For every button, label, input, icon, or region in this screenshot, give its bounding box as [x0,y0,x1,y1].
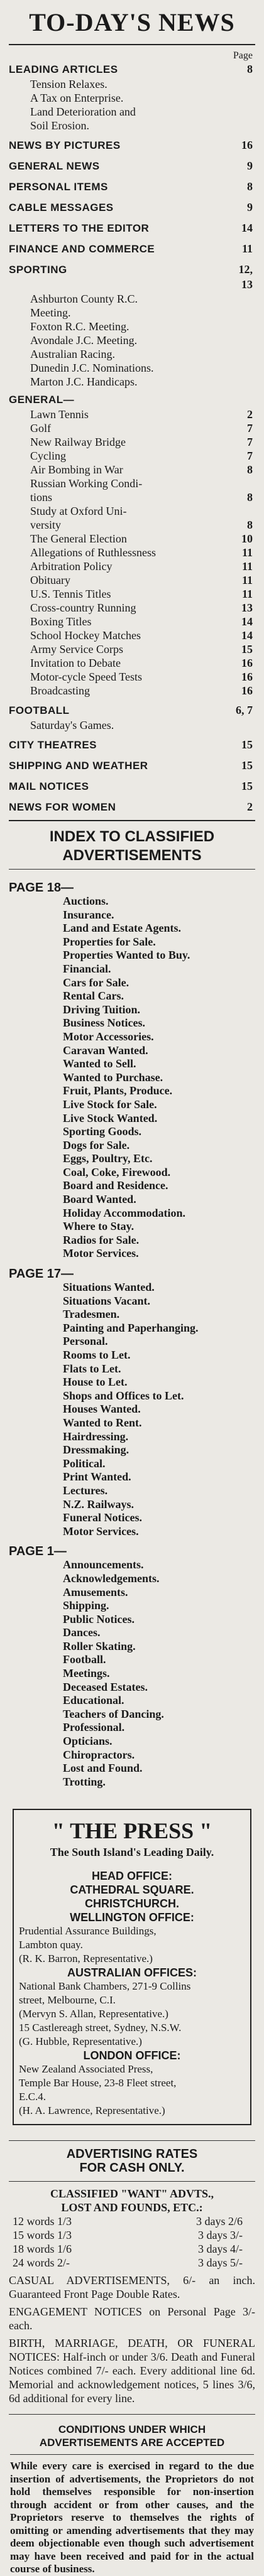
index-item: Football. [63,1653,106,1666]
index-item: Cars for Sale. [63,976,129,989]
rate-row [9,2256,255,2270]
contents-entry [9,392,253,407]
general-item-title: School Hockey Matches [30,629,141,642]
index-item: Trotting. [63,1775,106,1788]
conditions [0,2423,264,2576]
general-item [9,670,253,684]
general-item [9,435,253,449]
index-item: Auctions. [63,895,109,907]
general-item-page: 16 [241,657,253,669]
conditions-subheading: ADVERTISEMENTS ARE ACCEPTED [39,2436,225,2449]
contents-entry [9,758,253,773]
general-item-title: Arbitration Policy [30,560,113,573]
contents-group [9,220,253,236]
index-item: Wanted to Purchase. [63,1070,163,1084]
index-page-label: PAGE 17— [9,1267,74,1281]
contents-subentry: Ashburton County R.C. [30,293,138,305]
contents-entry [9,737,253,753]
contents-entry [9,179,253,195]
index-item: Radios for Sale. [63,1233,140,1246]
general-item-page: 8 [247,463,253,476]
contents-title: FOOTBALL [9,704,70,716]
index-item: Chiropractors. [63,1748,135,1761]
general-item-title: Obituary [30,574,70,586]
contents-entry [9,158,253,174]
index-item: Motor Services. [63,1247,139,1260]
index-item: Personal. [63,1335,108,1348]
contents-title: GENERAL NEWS [9,160,100,172]
contents-title: PERSONAL ITEMS [9,181,108,193]
rate-words: 15 words 1/3 [13,2229,72,2242]
contents-entry [9,779,253,794]
masthead-title: TO-DAY'S NEWS [29,8,235,36]
contents-page: 8 [247,180,253,193]
general-item-title: Invitation to Debate [30,657,121,669]
office-line: Prudential Assurance Buildings, [19,1925,157,1937]
general-item [9,504,253,518]
contents-group [9,158,253,174]
general-item-title: Cycling [30,450,66,462]
index-item: Announcements. [63,1558,144,1571]
contents-subentry: Avondale J.C. Meeting. [30,334,138,347]
general-item-page: 7 [247,450,253,462]
contents-group [9,758,253,773]
contents-subentry: Marton J.C. Handicaps. [30,375,138,388]
contents-page: 15 [241,738,253,751]
index-item: Live Stock Wanted. [63,1111,158,1124]
general-item-page: 11 [241,574,253,586]
rate-days: 3 days 3/- [198,2229,243,2242]
index-item: Dances. [63,1626,101,1639]
index-item: Insurance. [63,908,114,921]
index-item: Houses Wanted. [63,1403,141,1416]
general-item [9,559,253,573]
contents-page: 14 [241,222,253,234]
contents-title: LETTERS TO THE EDITOR [9,222,150,234]
general-item-page: 14 [241,615,253,628]
index-item: Lost and Found. [63,1762,143,1775]
classified-rates-heading: CLASSIFIED "WANT" ADVTS., [50,2187,214,2201]
general-item-page: 7 [247,422,253,434]
general-item-page: 7 [247,436,253,448]
index-page-label: PAGE 1— [9,1544,67,1559]
general-item [9,477,253,490]
conditions-body: While every care is exercised in regard to the due insertion of advertisements, the Proprietors do not hold themselves responsible for non-insertion through accident or from other causes, and the Proprietors reserve to themselves the rights of omitting or amending advertisements that they may deem objectionable even though such advertisement may have been received and paid for in the actual course of business. [10,2460,254,2575]
advertising-rates [0,2125,264,2423]
index-item: Situations Vacant. [63,1294,151,1307]
general-item-title: Golf [30,422,51,434]
general-item-title: U.S. Tennis Titles [30,588,111,600]
rates-heading: ADVERTISING RATES [66,2147,198,2162]
rate-words: 12 words 1/3 [13,2215,72,2228]
general-item [9,642,253,656]
contents-subentry: Tension Relaxes. [30,78,107,90]
index-item: Public Notices. [63,1612,135,1625]
general-item-page: 2 [247,408,253,421]
contents-subentry: Saturday's Games. [30,719,114,731]
wellington-lines [19,1924,245,1966]
index-item: Funeral Notices. [63,1511,142,1524]
general-item [9,628,253,642]
contents-subentry: Land Deterioration and [30,105,136,118]
head-office-label: HEAD OFFICE: [92,1870,172,1883]
contents-subentry: Australian Racing. [30,348,115,360]
conditions-heading: CONDITIONS UNDER WHICH [58,2423,206,2436]
general-item-title: Russian Working Condi- [30,477,143,490]
index-item: Driving Tuition. [63,1003,141,1016]
general-item-page: 14 [241,629,253,642]
contents-group [9,799,253,815]
contents-entry [9,62,253,77]
press-box [13,1809,251,2125]
contents-page: 9 [247,201,253,213]
general-item [9,546,253,559]
index-item: Wanted to Rent. [63,1416,142,1429]
index-item: Caravan Wanted. [63,1043,148,1057]
general-item-title: Cross-country Running [30,601,136,614]
contents-page: 12, 13 [238,263,253,291]
contents-group [9,703,253,732]
contents-entry [9,703,253,718]
contents-page: 15 [241,780,253,792]
general-item-page: 11 [241,560,253,573]
general-item [9,615,253,628]
general-item [9,518,253,532]
general-item [9,573,253,587]
index-item: Land and Estate Agents. [63,922,182,935]
contents-group [9,779,253,794]
general-item-title: New Railway Bridge [30,436,126,448]
index-item: Shipping. [63,1599,109,1612]
head-office-city: CHRISTCHURCH. [85,1897,179,1910]
general-item-title: Allegations of Ruthlessness [30,546,156,559]
general-item [9,463,253,477]
index-item: Where to Stay. [63,1220,135,1233]
contents-group [9,241,253,257]
index-item: Tradesmen. [63,1308,120,1321]
index-item: Sporting Goods. [63,1125,142,1138]
contents-title: CABLE MESSAGES [9,202,114,213]
general-item-page: 16 [241,671,253,683]
rate-note: ENGAGEMENT NOTICES on Personal Page 3/- each. [9,2305,255,2332]
contents-subentry: Dunedin J.C. Nominations. [30,362,154,374]
contents-title: SPORTING [9,264,67,276]
contents-page: 11 [241,242,253,255]
general-item-page: 13 [241,601,253,614]
index-item: Dressmaking. [63,1443,129,1457]
index-item: Opticians. [63,1735,113,1748]
contents-title: CITY THEATRES [9,739,97,751]
rate-note: CASUAL ADVERTISEMENTS, 6/- an inch. Guaranteed Front Page Double Rates. [9,2274,255,2301]
index-item: Properties for Sale. [63,935,156,948]
index-item: Dogs for Sale. [63,1138,130,1151]
index-item: Wanted to Sell. [63,1057,136,1070]
contents-title: FINANCE AND COMMERCE [9,243,155,255]
index-page-group [9,1267,255,1538]
general-item-title: tions [30,491,53,504]
contents-group [9,200,253,215]
contents-group [9,62,253,132]
general-item-title: Army Service Corps [30,643,123,655]
general-item [9,449,253,463]
contents-entry [9,799,253,815]
index-item: Deceased Estates. [63,1680,148,1693]
general-item-title: Boxing Titles [30,615,92,628]
index-item: Coal, Coke, Firewood. [63,1165,171,1178]
general-item [9,601,253,615]
index-item: Holiday Accommodation. [63,1206,186,1219]
index-item: N.Z. Railways. [63,1497,135,1511]
rate-words: 18 words 1/6 [13,2243,72,2256]
general-item-title: The General Election [30,532,127,545]
index-item: Motor Services. [63,1524,139,1538]
index-item: Rooms to Let. [63,1349,131,1361]
contents-entry [9,137,253,153]
office-line: 15 Castlereagh street, Sydney, N.S.W. [19,2022,182,2034]
index-item: Acknowledgements. [63,1571,160,1585]
index-item: Board and Residence. [63,1179,168,1192]
paper-tagline: The South Island's Leading Daily. [50,1846,214,1859]
contents-title: SHIPPING AND WEATHER [9,760,148,772]
london-lines [19,2062,245,2118]
index-item: Print Wanted. [63,1470,131,1484]
rate-words: 24 words 2/- [13,2256,70,2270]
rate-days: 3 days 5/- [198,2256,243,2270]
general-item-page: 11 [241,546,253,559]
australian-lines [19,1980,245,2049]
index-item: Amusements. [63,1585,128,1598]
index-page-group [9,1544,255,1789]
contents-page: 2 [247,800,253,813]
index-item: Meetings. [63,1667,110,1680]
general-item-title: Broadcasting [30,684,90,697]
index-item: Business Notices. [63,1016,146,1030]
index-page-label: PAGE 18— [9,881,74,895]
general-item [9,407,253,421]
index-item: Financial. [63,962,111,975]
office-line: street, Melbourne, C.I. [19,1994,116,2007]
index-item: Lectures. [63,1484,108,1497]
general-item-page: 11 [241,588,253,600]
page-column-label: Page [233,50,253,61]
general-item-title: Air Bombing in War [30,463,123,476]
contents-group [9,737,253,753]
general-item [9,490,253,504]
contents-title: MAIL NOTICES [9,780,89,792]
office-line: E.C.4. [19,2091,46,2103]
index-item: Educational. [63,1694,124,1707]
index-item: Fruit, Plants, Produce. [63,1084,173,1097]
contents-page: 15 [241,759,253,772]
australian-label: AUSTRALIAN OFFICES: [67,1966,197,1980]
rate-note: BIRTH, MARRIAGE, DEATH, OR FUNERAL NOTICES: Half-inch or under 3/6. Death and Funeral Notices combined 7/- each. Every additional line 6d. Memorial and acknowledgement notices, 5 lines 3/6, 6d additional for every line. [9,2337,255,2405]
contents-title: NEWS FOR WOMEN [9,801,116,813]
index-item: Situations Wanted. [63,1281,155,1294]
general-item-title: Motor-cycle Speed Tests [30,671,143,683]
wellington-label: WELLINGTON OFFICE: [70,1911,194,1924]
general-item-title: Lawn Tennis [30,408,89,421]
general-item [9,532,253,546]
rate-row [9,2214,255,2228]
office-line: National Bank Chambers, 271-9 Collins [19,1980,191,1993]
rate-row [9,2242,255,2256]
index-heading [0,821,264,869]
contents-page: 16 [241,139,253,151]
contents-subentry: Foxton R.C. Meeting. [30,320,129,333]
contents-entry [9,241,253,257]
contents-entry [9,200,253,215]
contents-entry [9,262,253,292]
index-item: Live Stock for Sale. [63,1097,157,1111]
general-item-page: 16 [241,684,253,697]
index-heading-line2: ADVERTISEMENTS [62,847,202,864]
index-item: Painting and Paperhanging. [63,1321,199,1334]
contents-subentry: Soil Erosion. [30,119,90,132]
general-item [9,684,253,698]
rates-subheading: FOR CASH ONLY. [79,2161,185,2175]
general-item-page: 15 [241,643,253,655]
general-item-title: Study at Oxford Uni- [30,505,127,517]
office-line: Lambton quay. [19,1939,83,1951]
index-item: Shops and Offices to Let. [63,1389,184,1402]
contents-title: LEADING ARTICLES [9,63,118,75]
rate-days: 3 days 4/- [198,2243,243,2256]
general-item [9,656,253,670]
contents-main [9,62,253,389]
lost-found-heading: LOST AND FOUNDS, ETC.: [61,2201,203,2214]
contents-title: GENERAL— [9,394,75,406]
rate-days: 3 days 2/6 [196,2215,243,2228]
index-item: Teachers of Dancing. [63,1707,164,1720]
rate-table [9,2214,255,2270]
paper-name: " THE PRESS " [52,1818,212,1844]
contents-group [9,262,253,389]
general-item [9,421,253,435]
office-line: (G. Hubble, Representative.) [19,2035,142,2048]
index-item: Rental Cars. [63,989,124,1003]
index-page-group [9,881,255,1261]
general-item-page: 8 [247,519,253,531]
general-items [9,407,253,698]
contents-page: 8 [247,63,253,75]
office-line: Temple Bar House, 23-8 Fleet street, [19,2077,177,2089]
index-item: Political. [63,1457,106,1470]
contents-subentry: A Tax on Enterprise. [30,92,124,104]
head-office-place: CATHEDRAL SQUARE. [70,1883,194,1897]
rate-notes [9,2273,255,2405]
contents-page: 9 [247,159,253,172]
office-line: New Zealand Associated Press, [19,2063,153,2076]
index-item: Motor Accessories. [63,1030,154,1043]
contents-list [0,45,264,820]
index-item: Roller Skating. [63,1639,136,1652]
divider [10,2454,254,2455]
contents-page: 6, 7 [236,704,253,716]
contents-subentry: Meeting. [30,306,71,319]
contents-group [9,179,253,195]
index-item: Properties Wanted to Buy. [63,949,190,962]
contents-title: NEWS BY PICTURES [9,139,121,151]
index-item: Eggs, Poultry, Etc. [63,1152,153,1165]
contents-after [9,703,253,815]
general-item-page: 8 [247,491,253,504]
general-item-page: 10 [241,532,253,545]
general-item [9,587,253,601]
index-item: House to Let. [63,1376,128,1389]
rate-row [9,2228,255,2242]
office-line: (Mervyn S. Allan, Representative.) [19,2008,168,2020]
office-line: (R. K. Barron, Representative.) [19,1953,153,1965]
office-line: (H. A. Lawrence, Representative.) [19,2104,165,2117]
index-item: Board Wanted. [63,1193,136,1206]
index-item: Professional. [63,1721,125,1734]
index-heading-line1: INDEX TO CLASSIFIED [49,828,215,845]
general-section [9,392,253,698]
general-item-title: versity [30,519,61,531]
contents-group [9,137,253,153]
index-item: Flats to Let. [63,1362,121,1375]
london-label: LONDON OFFICE: [83,2049,181,2062]
classified-index [0,870,264,1791]
contents-entry [9,220,253,236]
index-item: Hairdressing. [63,1430,129,1443]
